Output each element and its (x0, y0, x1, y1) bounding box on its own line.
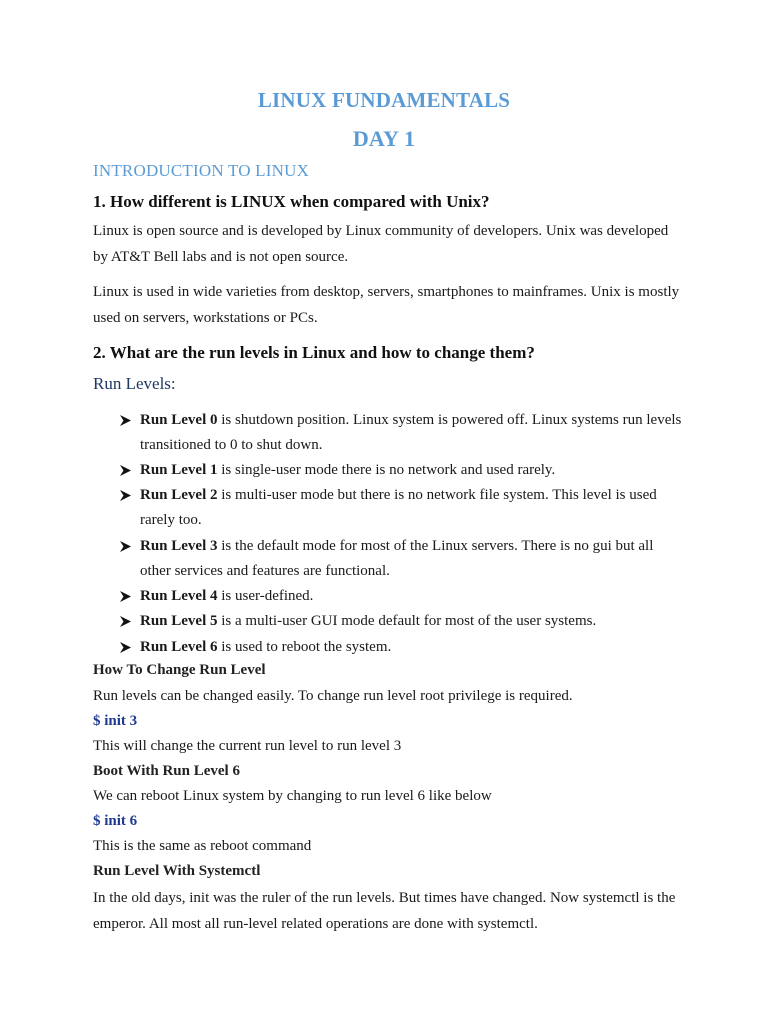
how-to-change-text: Run levels can be changed easily. To change run level root privilege is required. (93, 688, 573, 704)
boot-run-level-heading: Boot With Run Level 6 (93, 763, 240, 779)
boot-run-level-text: We can reboot Linux system by changing to run level 6 like below (93, 788, 492, 804)
run-level-label: Run Level 3 (140, 538, 218, 554)
run-level-label: Run Level 5 (140, 613, 218, 629)
question-2-heading: 2. What are the run levels in Linux and how to change them? (93, 343, 535, 362)
arrowhead-bullet-icon (118, 534, 134, 559)
run-level-description: is a multi-user GUI mode default for most of the user systems. (217, 613, 597, 629)
run-level-label: Run Level 4 (140, 588, 218, 604)
run-level-description: is used to reboot the system. (217, 639, 392, 655)
command-init-3-description: This will change the current run level to run level 3 (93, 738, 402, 754)
run-level-label: Run Level 6 (140, 639, 218, 655)
question-1-heading: 1. How different is LINUX when compared with Unix? (93, 192, 490, 211)
run-level-description: is the default mode for most of the Linux servers. There is no gui but all other services and features are functional. (140, 538, 654, 579)
command-init-3: $ init 3 (93, 713, 138, 729)
arrowhead-bullet-icon (118, 483, 134, 508)
arrowhead-bullet-icon (118, 408, 134, 433)
run-levels-subheading: Run Levels: (93, 374, 176, 393)
document-title: LINUX FUNDAMENTALS (257, 88, 511, 112)
arrowhead-bullet-icon (118, 635, 134, 660)
run-level-label: Run Level 1 (140, 462, 218, 478)
systemctl-heading: Run Level With Systemctl (93, 863, 261, 879)
question-1-paragraph-1: Linux is open source and is developed by Linux community of developers. Unix was developed by AT&T Bell labs and is not open source. (93, 223, 669, 265)
arrowhead-bullet-icon (118, 609, 134, 634)
run-level-label: Run Level 0 (140, 412, 218, 428)
run-level-label: Run Level 2 (140, 487, 218, 503)
systemctl-paragraph: In the old days, init was the ruler of the run levels. But times have changed. Now systemctl is the emperor. All most all run-level related operations are done with systemctl. (93, 890, 676, 932)
run-level-description: is user-defined. (217, 588, 314, 604)
run-level-description: is single-user mode there is no network and used rarely. (217, 462, 556, 478)
run-level-description: is multi-user mode but there is no network file system. This level is used rarely too. (140, 487, 657, 528)
run-level-description: is shutdown position. Linux system is powered off. Linux systems run levels transitioned to 0 to shut down. (140, 412, 682, 453)
arrowhead-bullet-icon (118, 584, 134, 609)
document-subtitle: DAY 1 (352, 126, 416, 151)
command-init-6: $ init 6 (93, 813, 138, 829)
command-init-6-description: This is the same as reboot command (93, 838, 312, 854)
how-to-change-heading: How To Change Run Level (93, 662, 266, 678)
question-1-paragraph-2: Linux is used in wide varieties from desktop, servers, smartphones to mainframes. Unix is mostly used on servers, workstations or PCs. (93, 284, 680, 326)
section-heading: INTRODUCTION TO LINUX (93, 161, 310, 180)
arrowhead-bullet-icon (118, 458, 134, 483)
